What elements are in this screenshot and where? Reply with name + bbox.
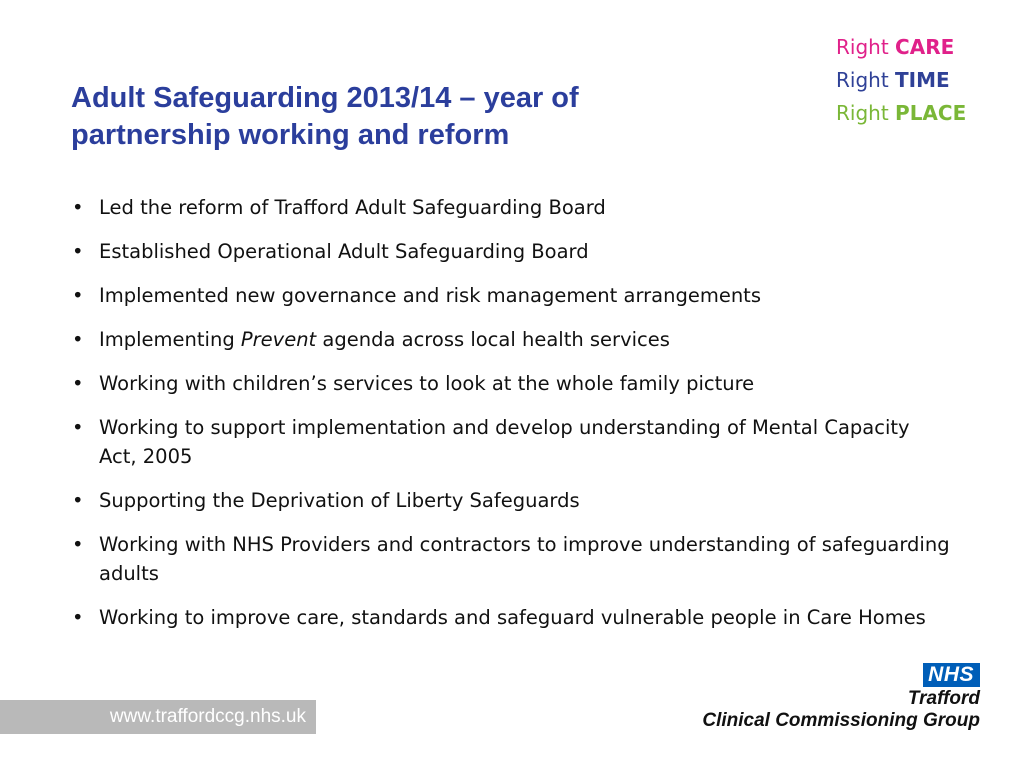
bullet-text: Supporting the Deprivation of Liberty Safeguards <box>99 489 580 512</box>
tagline-emphasis-time: TIME <box>895 68 950 92</box>
slide-title <box>71 80 691 154</box>
nhs-logo <box>702 663 980 732</box>
tagline-emphasis-care: CARE <box>895 35 955 59</box>
footer-url-strip <box>0 700 316 734</box>
bullet-dot-icon: • <box>72 284 84 307</box>
tagline-prefix: Right <box>836 35 889 59</box>
bullet-dot-icon: • <box>72 416 84 439</box>
bullet-item <box>72 369 952 398</box>
bullet-text: Working with children’s services to look at the whole family picture <box>99 372 755 395</box>
bullet-text-before: Implementing <box>99 328 241 351</box>
tagline-line-place <box>836 97 966 130</box>
bullet-text: Established Operational Adult Safeguarding Board <box>99 240 589 263</box>
bullet-dot-icon: • <box>72 533 84 556</box>
bullet-text: Working with NHS Providers and contractors to improve understanding of safeguarding adults <box>99 533 950 585</box>
tagline-prefix: Right <box>836 101 889 125</box>
website-link[interactable]: www.traffordccg.nhs.uk <box>109 706 306 727</box>
bullet-item <box>72 486 952 515</box>
tagline-prefix: Right <box>836 68 889 92</box>
bullet-text: Implemented new governance and risk management arrangements <box>99 284 761 307</box>
bullet-dot-icon: • <box>72 606 84 629</box>
bullet-dot-icon: • <box>72 372 84 395</box>
nhs-group-name: Clinical Commissioning Group <box>702 710 980 731</box>
bullet-item <box>72 413 952 471</box>
slide-title-line-2: partnership working and reform <box>71 119 510 151</box>
bullet-list <box>72 193 952 632</box>
bullet-text-after: agenda across local health services <box>316 328 670 351</box>
bullet-dot-icon: • <box>72 328 84 351</box>
bullet-item <box>72 281 952 310</box>
tagline-emphasis-place: PLACE <box>895 101 967 125</box>
bullet-item <box>72 530 952 588</box>
bullet-dot-icon: • <box>72 196 84 219</box>
bullet-text: Working to improve care, standards and safeguard vulnerable people in Care Homes <box>99 606 926 629</box>
bullet-item <box>72 193 952 222</box>
bullet-text: Working to support implementation and develop understanding of Mental Capacity Act, 2005 <box>99 416 910 468</box>
bullet-item <box>72 237 952 266</box>
bullet-dot-icon: • <box>72 240 84 263</box>
bullet-item <box>72 325 952 354</box>
nhs-badge: NHS <box>923 663 980 687</box>
nhs-org-name: Trafford <box>907 688 980 709</box>
bullet-item <box>72 603 952 632</box>
tagline-line-care <box>836 31 966 64</box>
bullet-text-italic-prevent: Prevent <box>240 328 317 351</box>
tagline-line-time <box>836 64 966 97</box>
bullet-text: Led the reform of Trafford Adult Safeguarding Board <box>99 196 606 219</box>
bullet-dot-icon: • <box>72 489 84 512</box>
slide-title-line-1: Adult Safeguarding 2013/14 – year of <box>71 82 579 114</box>
right-care-tagline <box>836 31 966 130</box>
